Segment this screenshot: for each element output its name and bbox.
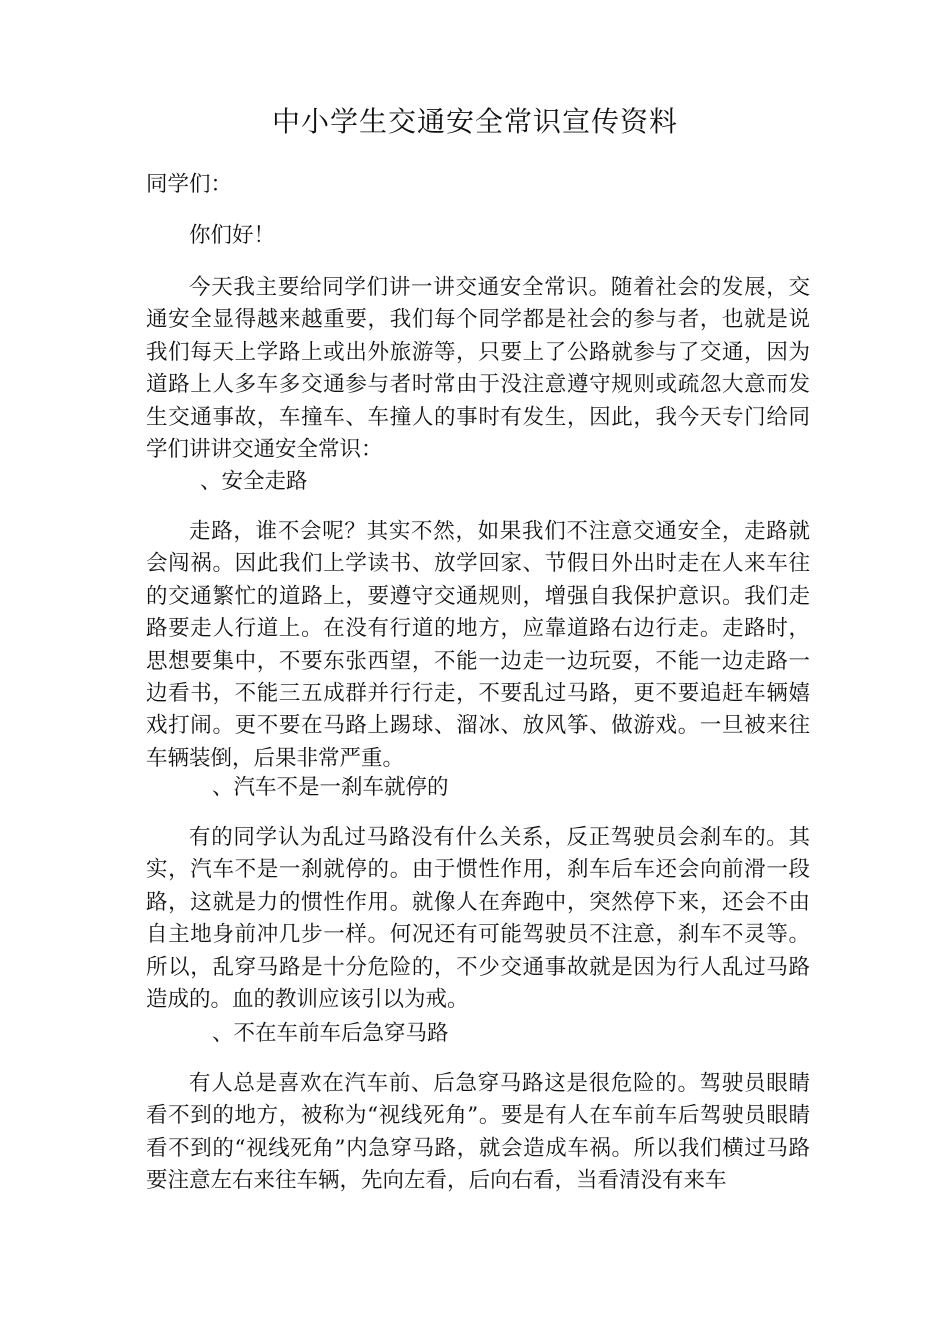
section-heading-crossing: 、不在车前车后急穿马路 <box>212 1021 449 1046</box>
section-body-walking: 走路，谁不会呢？其实不然，如果我们不注意交通安全，走路就会闯祸。因此我们上学读书、放学回家、节假日外出时走在人来车往的交通繁忙的道路上，要遵守交通规则，增强自我保护意识。我们走路要走人行道上。在没有行道的地方，应靠道路右边行走。走路时，思想要集中，不要东张西望，不能一边走一边玩耍，不能一边走路一边看书，不能三五成群并行行走，不要乱过马路，更不要追赶车辆嬉戏打闹。更不要在马路上踢球、溜冰、放风筝、做游戏。一旦被来往车辆装倒，后果非常严重。 <box>146 519 810 771</box>
greeting: 你们好！ <box>189 223 276 248</box>
section-heading-braking: 、汽车不是一刹车就停的 <box>212 775 449 800</box>
section-body-braking: 有的同学认为乱过马路没有什么关系，反正驾驶员会刹车的。其实，汽车不是一刹就停的。由于惯性作用，刹车后车还会向前滑一段路，这就是力的惯性作用。就像人在奔跑中，突然停下来，还会不由自主地身前冲几步一样。何况还有可能驾驶员不注意，刹车不灵等。所以，乱穿马路是十分危险的，不少交通事故就是因为行人乱过马路造成的。血的教训应该引以为戒。 <box>146 825 810 1013</box>
salutation: 同学们： <box>146 172 233 197</box>
intro-paragraph: 今天我主要给同学们讲一讲交通安全常识。随着社会的发展，交通安全显得越来越重要，我们每个同学都是社会的参与者，也就是说我们每天上学路上或出外旅游等，只要上了公路就参与了交通，因为道路上人多车多交通参与者时常由于没注意遵守规则或疏忽大意而发生交通事故，车撞车、车撞人的事时有发生，因此，我今天专门给同学们讲讲交通安全常识： <box>146 275 810 463</box>
section-body-crossing: 有人总是喜欢在汽车前、后急穿马路这是很危险的。驾驶员眼睛看不到的地方，被称为“视线死角”。要是有人在车前车后驾驶员眼睛看不到的“视线死角”内急穿马路，就会造成车祸。所以我们横过马路要注意左右来往车辆，先向左看，后向右看，当看清没有来车 <box>146 1071 810 1194</box>
section-heading-walking: 、安全走路 <box>200 469 308 494</box>
document-title: 中小学生交通安全常识宣传资料 <box>271 105 678 138</box>
